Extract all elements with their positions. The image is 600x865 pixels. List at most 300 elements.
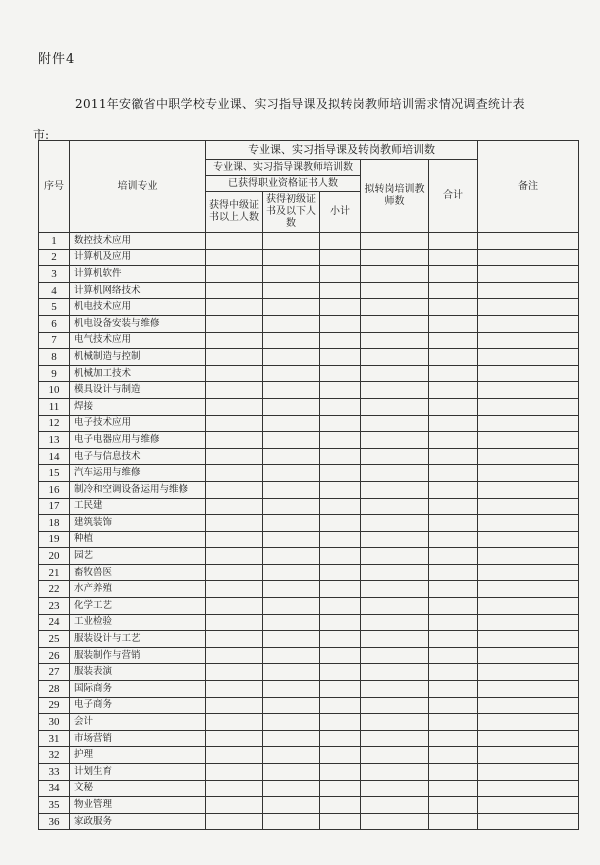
cell-intermediate[interactable] <box>206 581 263 598</box>
cell-subtotal[interactable] <box>320 349 361 366</box>
cell-transfer[interactable] <box>361 614 429 631</box>
cell-remarks[interactable] <box>478 349 579 366</box>
cell-transfer[interactable] <box>361 266 429 283</box>
cell-intermediate[interactable] <box>206 797 263 814</box>
cell-remarks[interactable] <box>478 747 579 764</box>
row-major-name: 模具设计与制造 <box>70 382 206 399</box>
cell-junior[interactable] <box>263 714 320 731</box>
cell-remarks[interactable] <box>478 598 579 615</box>
cell-remarks[interactable] <box>478 481 579 498</box>
cell-remarks[interactable] <box>478 813 579 830</box>
row-number: 13 <box>39 432 70 449</box>
cell-intermediate[interactable] <box>206 681 263 698</box>
row-major-name: 护理 <box>70 747 206 764</box>
cell-junior[interactable] <box>263 249 320 266</box>
row-number: 21 <box>39 564 70 581</box>
cell-intermediate[interactable] <box>206 233 263 250</box>
cell-total[interactable] <box>429 714 478 731</box>
cell-total[interactable] <box>429 266 478 283</box>
cell-junior[interactable] <box>263 349 320 366</box>
cell-junior[interactable] <box>263 432 320 449</box>
cell-transfer[interactable] <box>361 631 429 648</box>
table-row <box>39 481 579 498</box>
row-number: 32 <box>39 747 70 764</box>
cell-total[interactable] <box>429 382 478 399</box>
cell-transfer[interactable] <box>361 697 429 714</box>
table-row <box>39 564 579 581</box>
cell-remarks[interactable] <box>478 797 579 814</box>
cell-remarks[interactable] <box>478 266 579 283</box>
table-row <box>39 747 579 764</box>
cell-remarks[interactable] <box>478 432 579 449</box>
row-number: 6 <box>39 315 70 332</box>
cell-transfer[interactable] <box>361 365 429 382</box>
cell-junior[interactable] <box>263 233 320 250</box>
cell-total[interactable] <box>429 564 478 581</box>
header-intermediate: 获得中级证书以上人数 <box>206 192 263 233</box>
cell-transfer[interactable] <box>361 432 429 449</box>
cell-total[interactable] <box>429 747 478 764</box>
cell-total[interactable] <box>429 481 478 498</box>
cell-transfer[interactable] <box>361 332 429 349</box>
table-row <box>39 598 579 615</box>
cell-subtotal[interactable] <box>320 415 361 432</box>
cell-intermediate[interactable] <box>206 465 263 482</box>
cell-intermediate[interactable] <box>206 415 263 432</box>
cell-junior[interactable] <box>263 681 320 698</box>
cell-subtotal[interactable] <box>320 598 361 615</box>
cell-transfer[interactable] <box>361 681 429 698</box>
cell-transfer[interactable] <box>361 349 429 366</box>
cell-subtotal[interactable] <box>320 647 361 664</box>
cell-remarks[interactable] <box>478 614 579 631</box>
cell-transfer[interactable] <box>361 780 429 797</box>
cell-remarks[interactable] <box>478 315 579 332</box>
cell-subtotal[interactable] <box>320 465 361 482</box>
cell-transfer[interactable] <box>361 747 429 764</box>
cell-intermediate[interactable] <box>206 266 263 283</box>
cell-intermediate[interactable] <box>206 515 263 532</box>
cell-junior[interactable] <box>263 598 320 615</box>
table-row <box>39 432 579 449</box>
cell-remarks[interactable] <box>478 531 579 548</box>
cell-transfer[interactable] <box>361 664 429 681</box>
row-major-name: 数控技术应用 <box>70 233 206 250</box>
row-major-name: 计算机软件 <box>70 266 206 283</box>
cell-remarks[interactable] <box>478 581 579 598</box>
cell-intermediate[interactable] <box>206 697 263 714</box>
cell-intermediate[interactable] <box>206 647 263 664</box>
row-number: 31 <box>39 730 70 747</box>
row-number: 18 <box>39 515 70 532</box>
row-major-name: 机械制造与控制 <box>70 349 206 366</box>
cell-remarks[interactable] <box>478 365 579 382</box>
row-number: 5 <box>39 299 70 316</box>
cell-remarks[interactable] <box>478 548 579 565</box>
cell-subtotal[interactable] <box>320 548 361 565</box>
cell-transfer[interactable] <box>361 730 429 747</box>
cell-transfer[interactable] <box>361 448 429 465</box>
header-group-teachers: 专业课、实习指导课教师培训数 <box>206 160 361 176</box>
cell-junior[interactable] <box>263 697 320 714</box>
table-row <box>39 315 579 332</box>
cell-intermediate[interactable] <box>206 714 263 731</box>
cell-intermediate[interactable] <box>206 564 263 581</box>
row-number: 4 <box>39 282 70 299</box>
cell-total[interactable] <box>429 813 478 830</box>
row-major-name: 电子与信息技术 <box>70 448 206 465</box>
cell-remarks[interactable] <box>478 233 579 250</box>
cell-subtotal[interactable] <box>320 780 361 797</box>
cell-subtotal[interactable] <box>320 697 361 714</box>
cell-subtotal[interactable] <box>320 664 361 681</box>
table-row <box>39 531 579 548</box>
cell-intermediate[interactable] <box>206 614 263 631</box>
cell-junior[interactable] <box>263 266 320 283</box>
row-major-name: 电子商务 <box>70 697 206 714</box>
cell-subtotal[interactable] <box>320 448 361 465</box>
header-total: 合计 <box>429 160 478 233</box>
cell-intermediate[interactable] <box>206 432 263 449</box>
cell-total[interactable] <box>429 515 478 532</box>
cell-intermediate[interactable] <box>206 531 263 548</box>
cell-total[interactable] <box>429 780 478 797</box>
cell-junior[interactable] <box>263 780 320 797</box>
cell-junior[interactable] <box>263 465 320 482</box>
cell-subtotal[interactable] <box>320 233 361 250</box>
cell-junior[interactable] <box>263 797 320 814</box>
cell-subtotal[interactable] <box>320 282 361 299</box>
cell-junior[interactable] <box>263 813 320 830</box>
cell-subtotal[interactable] <box>320 249 361 266</box>
cell-remarks[interactable] <box>478 515 579 532</box>
cell-subtotal[interactable] <box>320 614 361 631</box>
table-row <box>39 515 579 532</box>
cell-transfer[interactable] <box>361 282 429 299</box>
cell-remarks[interactable] <box>478 664 579 681</box>
row-major-name: 工民建 <box>70 498 206 515</box>
cell-intermediate[interactable] <box>206 398 263 415</box>
cell-remarks[interactable] <box>478 465 579 482</box>
cell-total[interactable] <box>429 233 478 250</box>
table-row <box>39 398 579 415</box>
cell-subtotal[interactable] <box>320 481 361 498</box>
cell-total[interactable] <box>429 531 478 548</box>
cell-total[interactable] <box>429 349 478 366</box>
cell-transfer[interactable] <box>361 797 429 814</box>
cell-total[interactable] <box>429 249 478 266</box>
cell-remarks[interactable] <box>478 299 579 316</box>
cell-intermediate[interactable] <box>206 315 263 332</box>
cell-intermediate[interactable] <box>206 813 263 830</box>
cell-remarks[interactable] <box>478 415 579 432</box>
row-number: 29 <box>39 697 70 714</box>
row-major-name: 国际商务 <box>70 681 206 698</box>
row-number: 25 <box>39 631 70 648</box>
cell-total[interactable] <box>429 299 478 316</box>
cell-total[interactable] <box>429 282 478 299</box>
cell-total[interactable] <box>429 647 478 664</box>
cell-transfer[interactable] <box>361 531 429 548</box>
cell-transfer[interactable] <box>361 498 429 515</box>
cell-intermediate[interactable] <box>206 282 263 299</box>
row-major-name: 园艺 <box>70 548 206 565</box>
header-group-main: 专业课、实习指导课及转岗教师培训数 <box>206 141 478 160</box>
table-row <box>39 233 579 250</box>
cell-subtotal[interactable] <box>320 581 361 598</box>
cell-remarks[interactable] <box>478 764 579 781</box>
cell-transfer[interactable] <box>361 415 429 432</box>
cell-remarks[interactable] <box>478 697 579 714</box>
row-number: 12 <box>39 415 70 432</box>
row-major-name: 化学工艺 <box>70 598 206 615</box>
cell-junior[interactable] <box>263 299 320 316</box>
row-number: 30 <box>39 714 70 731</box>
row-number: 9 <box>39 365 70 382</box>
row-major-name: 电子电器应用与维修 <box>70 432 206 449</box>
cell-transfer[interactable] <box>361 299 429 316</box>
cell-transfer[interactable] <box>361 382 429 399</box>
cell-intermediate[interactable] <box>206 365 263 382</box>
cell-remarks[interactable] <box>478 282 579 299</box>
header-junior: 获得初级证书及以下人数 <box>263 192 320 233</box>
row-number: 7 <box>39 332 70 349</box>
cell-intermediate[interactable] <box>206 332 263 349</box>
row-number: 3 <box>39 266 70 283</box>
row-number: 17 <box>39 498 70 515</box>
cell-total[interactable] <box>429 432 478 449</box>
cell-transfer[interactable] <box>361 315 429 332</box>
cell-total[interactable] <box>429 614 478 631</box>
cell-subtotal[interactable] <box>320 315 361 332</box>
table-row <box>39 714 579 731</box>
cell-subtotal[interactable] <box>320 432 361 449</box>
cell-remarks[interactable] <box>478 714 579 731</box>
cell-junior[interactable] <box>263 448 320 465</box>
cell-junior[interactable] <box>263 581 320 598</box>
cell-transfer[interactable] <box>361 813 429 830</box>
cell-remarks[interactable] <box>478 730 579 747</box>
cell-intermediate[interactable] <box>206 664 263 681</box>
cell-junior[interactable] <box>263 614 320 631</box>
cell-junior[interactable] <box>263 631 320 648</box>
cell-remarks[interactable] <box>478 382 579 399</box>
cell-intermediate[interactable] <box>206 730 263 747</box>
row-major-name: 计算机及应用 <box>70 249 206 266</box>
cell-transfer[interactable] <box>361 465 429 482</box>
row-major-name: 文秘 <box>70 780 206 797</box>
row-number: 23 <box>39 598 70 615</box>
city-label: 市: <box>33 128 50 142</box>
cell-transfer[interactable] <box>361 714 429 731</box>
cell-transfer[interactable] <box>361 398 429 415</box>
cell-subtotal[interactable] <box>320 797 361 814</box>
cell-junior[interactable] <box>263 498 320 515</box>
row-major-name: 建筑装饰 <box>70 515 206 532</box>
cell-junior[interactable] <box>263 415 320 432</box>
cell-intermediate[interactable] <box>206 299 263 316</box>
cell-total[interactable] <box>429 415 478 432</box>
cell-subtotal[interactable] <box>320 764 361 781</box>
row-number: 36 <box>39 813 70 830</box>
cell-junior[interactable] <box>263 382 320 399</box>
row-major-name: 焊接 <box>70 398 206 415</box>
row-number: 11 <box>39 398 70 415</box>
cell-intermediate[interactable] <box>206 780 263 797</box>
cell-remarks[interactable] <box>478 631 579 648</box>
cell-intermediate[interactable] <box>206 249 263 266</box>
row-major-name: 电气技术应用 <box>70 332 206 349</box>
cell-intermediate[interactable] <box>206 448 263 465</box>
cell-total[interactable] <box>429 581 478 598</box>
cell-total[interactable] <box>429 465 478 482</box>
row-number: 27 <box>39 664 70 681</box>
row-number: 2 <box>39 249 70 266</box>
table-row <box>39 697 579 714</box>
cell-junior[interactable] <box>263 315 320 332</box>
cell-intermediate[interactable] <box>206 498 263 515</box>
header-seq: 序号 <box>39 141 70 233</box>
cell-total[interactable] <box>429 315 478 332</box>
row-major-name: 汽车运用与维修 <box>70 465 206 482</box>
cell-remarks[interactable] <box>478 681 579 698</box>
cell-subtotal[interactable] <box>320 299 361 316</box>
table-row <box>39 647 579 664</box>
cell-subtotal[interactable] <box>320 714 361 731</box>
row-number: 24 <box>39 614 70 631</box>
table-row <box>39 664 579 681</box>
cell-total[interactable] <box>429 730 478 747</box>
row-major-name: 服装设计与工艺 <box>70 631 206 648</box>
table-row <box>39 332 579 349</box>
cell-intermediate[interactable] <box>206 631 263 648</box>
table-row <box>39 813 579 830</box>
cell-intermediate[interactable] <box>206 598 263 615</box>
cell-total[interactable] <box>429 548 478 565</box>
cell-junior[interactable] <box>263 548 320 565</box>
cell-total[interactable] <box>429 697 478 714</box>
cell-junior[interactable] <box>263 664 320 681</box>
cell-subtotal[interactable] <box>320 332 361 349</box>
cell-remarks[interactable] <box>478 498 579 515</box>
cell-subtotal[interactable] <box>320 531 361 548</box>
cell-subtotal[interactable] <box>320 398 361 415</box>
cell-subtotal[interactable] <box>320 681 361 698</box>
row-major-name: 畜牧兽医 <box>70 564 206 581</box>
cell-intermediate[interactable] <box>206 747 263 764</box>
table-row <box>39 249 579 266</box>
cell-transfer[interactable] <box>361 764 429 781</box>
cell-total[interactable] <box>429 664 478 681</box>
row-number: 14 <box>39 448 70 465</box>
cell-total[interactable] <box>429 797 478 814</box>
cell-total[interactable] <box>429 598 478 615</box>
cell-intermediate[interactable] <box>206 349 263 366</box>
cell-remarks[interactable] <box>478 448 579 465</box>
cell-junior[interactable] <box>263 332 320 349</box>
cell-total[interactable] <box>429 448 478 465</box>
cell-remarks[interactable] <box>478 332 579 349</box>
cell-junior[interactable] <box>263 515 320 532</box>
cell-total[interactable] <box>429 764 478 781</box>
row-major-name: 物业管理 <box>70 797 206 814</box>
cell-subtotal[interactable] <box>320 365 361 382</box>
cell-transfer[interactable] <box>361 481 429 498</box>
cell-subtotal[interactable] <box>320 564 361 581</box>
cell-subtotal[interactable] <box>320 515 361 532</box>
cell-junior[interactable] <box>263 747 320 764</box>
cell-transfer[interactable] <box>361 598 429 615</box>
cell-transfer[interactable] <box>361 515 429 532</box>
cell-transfer[interactable] <box>361 249 429 266</box>
cell-remarks[interactable] <box>478 398 579 415</box>
cell-remarks[interactable] <box>478 564 579 581</box>
document-title: 2011年安徽省中职学校专业课、实习指导课及拟转岗教师培训需求情况调查统计表 <box>75 97 525 111</box>
cell-junior[interactable] <box>263 398 320 415</box>
cell-subtotal[interactable] <box>320 266 361 283</box>
cell-transfer[interactable] <box>361 548 429 565</box>
row-number: 35 <box>39 797 70 814</box>
cell-subtotal[interactable] <box>320 747 361 764</box>
cell-junior[interactable] <box>263 647 320 664</box>
cell-transfer[interactable] <box>361 564 429 581</box>
cell-junior[interactable] <box>263 531 320 548</box>
cell-total[interactable] <box>429 365 478 382</box>
cell-transfer[interactable] <box>361 233 429 250</box>
cell-junior[interactable] <box>263 481 320 498</box>
cell-subtotal[interactable] <box>320 631 361 648</box>
row-number: 1 <box>39 233 70 250</box>
table-row <box>39 349 579 366</box>
cell-intermediate[interactable] <box>206 764 263 781</box>
cell-intermediate[interactable] <box>206 548 263 565</box>
header-transfer: 拟转岗培训教师数 <box>361 160 429 233</box>
cell-transfer[interactable] <box>361 581 429 598</box>
cell-junior[interactable] <box>263 282 320 299</box>
cell-total[interactable] <box>429 332 478 349</box>
row-number: 16 <box>39 481 70 498</box>
cell-remarks[interactable] <box>478 647 579 664</box>
row-number: 8 <box>39 349 70 366</box>
row-number: 28 <box>39 681 70 698</box>
cell-junior[interactable] <box>263 564 320 581</box>
table-row <box>39 581 579 598</box>
cell-junior[interactable] <box>263 730 320 747</box>
cell-total[interactable] <box>429 498 478 515</box>
table-row <box>39 797 579 814</box>
table-row <box>39 448 579 465</box>
cell-total[interactable] <box>429 398 478 415</box>
cell-subtotal[interactable] <box>320 382 361 399</box>
row-number: 10 <box>39 382 70 399</box>
cell-transfer[interactable] <box>361 647 429 664</box>
table-row <box>39 764 579 781</box>
cell-remarks[interactable] <box>478 249 579 266</box>
cell-subtotal[interactable] <box>320 498 361 515</box>
cell-junior[interactable] <box>263 764 320 781</box>
cell-intermediate[interactable] <box>206 481 263 498</box>
cell-remarks[interactable] <box>478 780 579 797</box>
cell-junior[interactable] <box>263 365 320 382</box>
header-subtotal: 小计 <box>320 192 361 233</box>
cell-intermediate[interactable] <box>206 382 263 399</box>
cell-total[interactable] <box>429 631 478 648</box>
cell-subtotal[interactable] <box>320 730 361 747</box>
cell-subtotal[interactable] <box>320 813 361 830</box>
cell-total[interactable] <box>429 681 478 698</box>
row-major-name: 机械加工技术 <box>70 365 206 382</box>
table-row <box>39 415 579 432</box>
